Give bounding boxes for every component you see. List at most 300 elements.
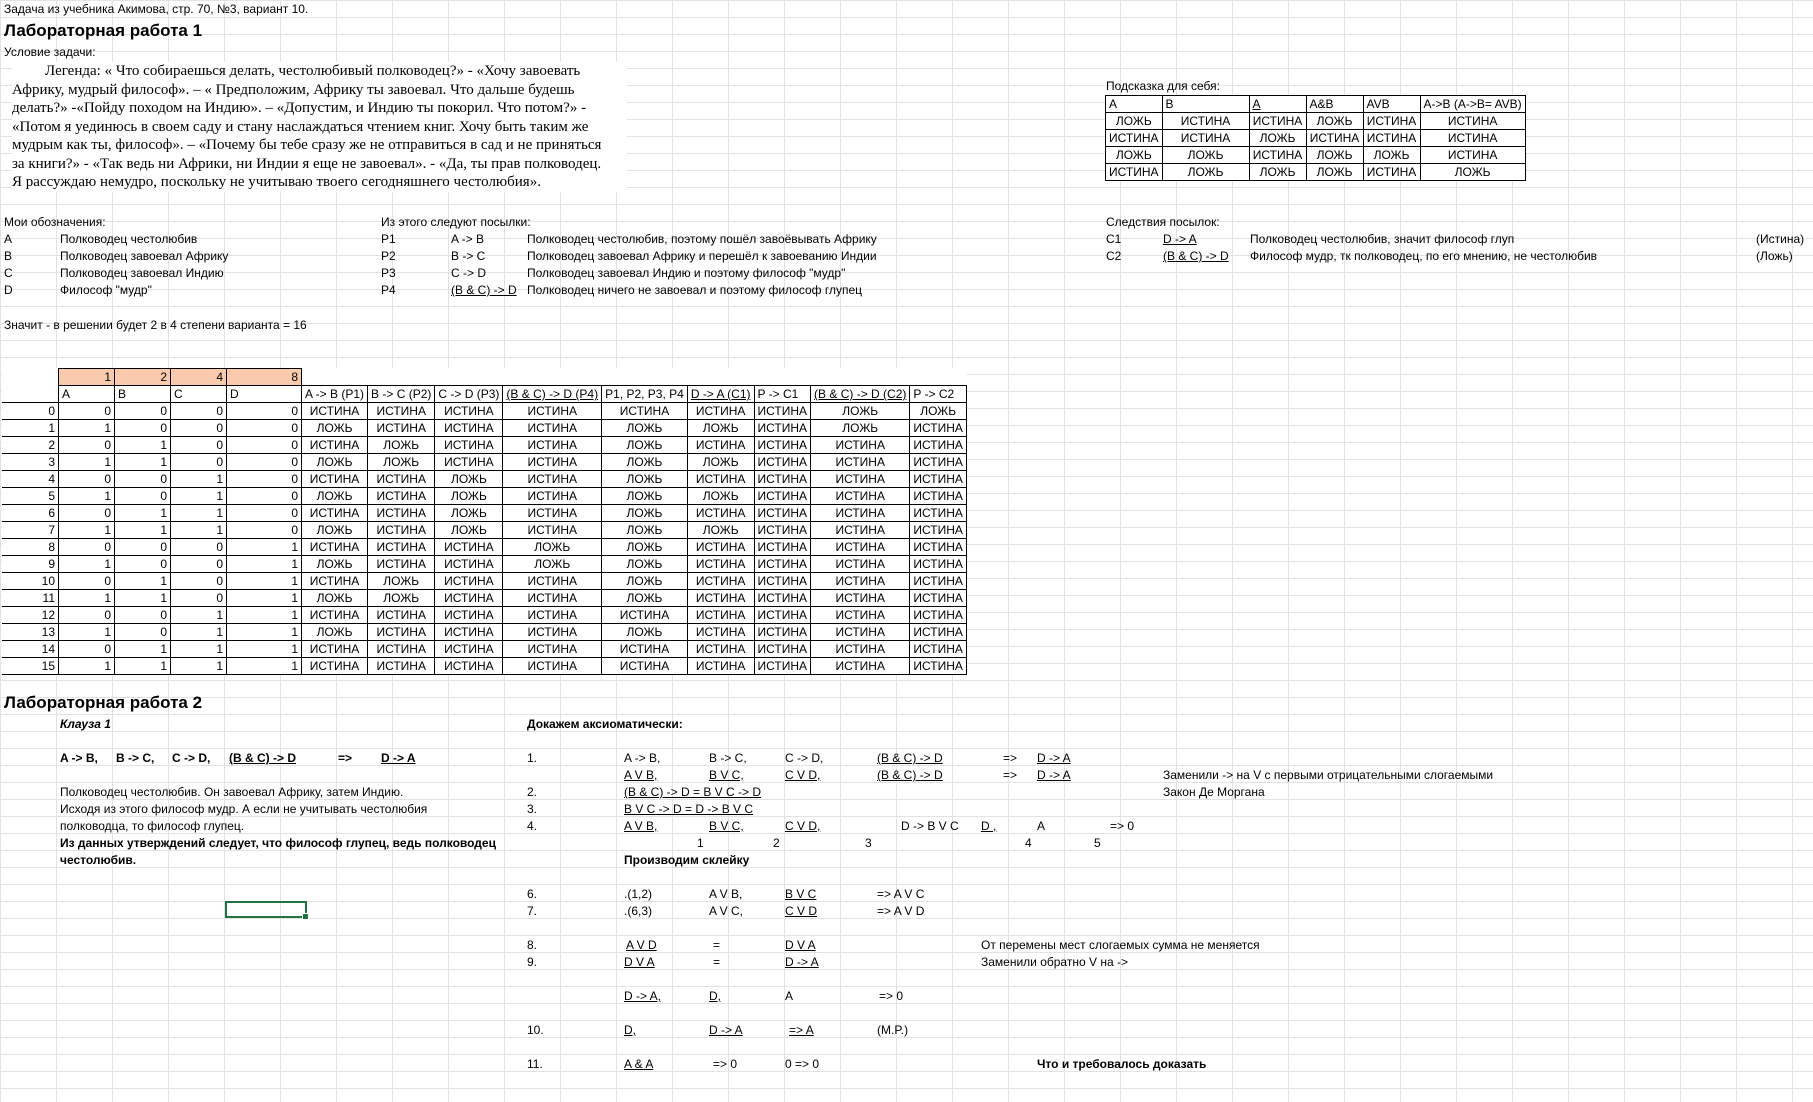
- premise-key: P2: [381, 249, 396, 263]
- truth-cell: 1: [59, 556, 115, 573]
- lab2-conclusion-line: честолюбив.: [60, 853, 137, 867]
- row-index: 1: [2, 420, 59, 437]
- step-term: (B & C) -> D: [877, 768, 943, 782]
- truth-cell: ЛОЖЬ: [302, 556, 368, 573]
- weight-cell: 8: [227, 369, 302, 386]
- truth-cell: ЛОЖЬ: [503, 539, 602, 556]
- step-term: A V B,: [709, 887, 743, 901]
- truth-cell: ИСТИНА: [754, 556, 811, 573]
- truth-row: [2, 641, 966, 658]
- truth-cell: ИСТИНА: [435, 573, 503, 590]
- truth-row: [2, 505, 966, 522]
- weight-cell: 4: [171, 369, 227, 386]
- legend-line: «Потом я уединюсь в своем саду и стану наслаждаться чтением книг. Хочу быть таким же: [12, 118, 589, 135]
- consequence-value: (Ложь): [1756, 249, 1793, 263]
- truth-cell: 1: [227, 539, 302, 556]
- step-term: D,: [709, 989, 721, 1003]
- truth-cell: ИСТИНА: [503, 573, 602, 590]
- truth-cell: ЛОЖЬ: [435, 471, 503, 488]
- truth-cell: ЛОЖЬ: [602, 573, 688, 590]
- truth-cell: ИСТИНА: [754, 658, 811, 675]
- hint-cell: ИСТИНА: [1420, 147, 1525, 164]
- truth-header-cell: C: [171, 386, 227, 403]
- notation-key: A: [4, 232, 13, 246]
- step-term: D V A: [785, 938, 816, 952]
- truth-cell: 0: [59, 539, 115, 556]
- truth-cell: ИСТИНА: [435, 658, 503, 675]
- premise-text: Полководец честолюбив, поэтому пошёл завоёвывать Африку: [527, 232, 877, 246]
- truth-cell: 0: [171, 539, 227, 556]
- truth-header-cell: B: [115, 386, 171, 403]
- step-term: A: [1037, 819, 1046, 833]
- hint-cell: ИСТИНА: [1420, 130, 1525, 147]
- truth-row: [2, 658, 966, 675]
- clause-formula-1: A -> B,: [60, 751, 98, 765]
- truth-cell: ЛОЖЬ: [435, 488, 503, 505]
- truth-cell: ЛОЖЬ: [602, 539, 688, 556]
- row-index: 3: [2, 454, 59, 471]
- truth-cell: ЛОЖЬ: [435, 505, 503, 522]
- step-comment: Закон Де Моргана: [1163, 785, 1265, 799]
- hint-table: [1105, 95, 1526, 181]
- truth-header-cell: D -> A (C1): [687, 386, 754, 403]
- truth-cell: ИСТИНА: [602, 607, 688, 624]
- truth-cell: ИСТИНА: [910, 505, 967, 522]
- variants-note: Значит - в решении будет 2 в 4 степени варианта = 16: [4, 318, 307, 332]
- truth-cell: ИСТИНА: [503, 420, 602, 437]
- truth-cell: 1: [115, 522, 171, 539]
- step-term: D V A: [624, 955, 655, 969]
- truth-header-cell: P -> C2: [910, 386, 967, 403]
- step-number: 10.: [527, 1023, 544, 1037]
- step-arrow: =>: [1003, 768, 1018, 782]
- notation-value: Полководец завоевал Индию: [60, 266, 224, 280]
- truth-cell: ИСТИНА: [910, 556, 967, 573]
- truth-cell: ЛОЖЬ: [910, 403, 967, 420]
- step-term: A & A: [624, 1057, 654, 1071]
- step-result: D -> A: [1037, 768, 1071, 782]
- row-index: 12: [2, 607, 59, 624]
- truth-row: [2, 556, 966, 573]
- row-index: 6: [2, 505, 59, 522]
- consequence-key: C1: [1106, 232, 1122, 246]
- hint-header-cell: A&B: [1306, 96, 1363, 113]
- truth-cell: ИСТИНА: [754, 624, 811, 641]
- truth-cell: ИСТИНА: [811, 556, 910, 573]
- step-term: .(6,3): [624, 904, 653, 918]
- truth-cell: ЛОЖЬ: [368, 590, 435, 607]
- truth-cell: ЛОЖЬ: [302, 488, 368, 505]
- truth-cell: ИСТИНА: [602, 403, 688, 420]
- clause-number: 4: [1025, 836, 1032, 850]
- top-note: Задача из учебника Акимова, стр. 70, №3, вариант 10.: [4, 2, 309, 16]
- weight-cell: 1: [59, 369, 115, 386]
- notation-value: Полководец честолюбив: [60, 232, 198, 246]
- step-term: B V C -> D = D -> B V C: [624, 802, 754, 816]
- premise-key: P3: [381, 266, 396, 280]
- truth-cell: 0: [115, 420, 171, 437]
- truth-cell: ИСТИНА: [754, 590, 811, 607]
- blank-cell: [2, 369, 59, 386]
- legend-line: за книги?» - «Так ведь ни Африки, ни Индии я еще не завоевал». - «Да, ты прав полководец.: [12, 155, 602, 172]
- truth-cell: ИСТИНА: [503, 437, 602, 454]
- clause-formula-result: D -> A: [381, 751, 416, 765]
- step-term: C V D,: [785, 819, 821, 833]
- truth-cell: 1: [227, 556, 302, 573]
- step-number: 11.: [527, 1057, 543, 1071]
- truth-cell: 0: [227, 522, 302, 539]
- truth-cell: 0: [171, 403, 227, 420]
- truth-row: [2, 437, 966, 454]
- truth-cell: 1: [171, 658, 227, 675]
- truth-cell: ИСТИНА: [503, 488, 602, 505]
- truth-cell: 1: [171, 488, 227, 505]
- truth-cell: ИСТИНА: [910, 420, 967, 437]
- legend-text: [12, 62, 627, 192]
- truth-cell: ИСТИНА: [811, 624, 910, 641]
- truth-cell: ИСТИНА: [435, 556, 503, 573]
- step-term: B -> C,: [709, 751, 747, 765]
- truth-cell: ИСТИНА: [368, 488, 435, 505]
- truth-cell: ИСТИНА: [754, 505, 811, 522]
- truth-cell: ИСТИНА: [368, 505, 435, 522]
- truth-cell: ЛОЖЬ: [602, 420, 688, 437]
- step-result: => 0: [713, 1057, 738, 1071]
- truth-cell: ЛОЖЬ: [602, 624, 688, 641]
- truth-row: [2, 420, 966, 437]
- step-term: .(1,2): [624, 887, 653, 901]
- weights-row: [2, 369, 966, 386]
- truth-cell: ИСТИНА: [503, 658, 602, 675]
- truth-cell: ИСТИНА: [811, 471, 910, 488]
- truth-cell: ИСТИНА: [687, 641, 754, 658]
- premise-formula: C -> D: [451, 266, 487, 280]
- clause-number: 5: [1094, 836, 1101, 850]
- truth-cell: 1: [115, 658, 171, 675]
- truth-cell: 0: [115, 539, 171, 556]
- truth-cell: ИСТИНА: [687, 539, 754, 556]
- truth-row: [2, 454, 966, 471]
- clause-formula-3: C -> D,: [172, 751, 211, 765]
- hint-cell: ЛОЖЬ: [1249, 164, 1306, 181]
- truth-cell: ЛОЖЬ: [811, 403, 910, 420]
- truth-cell: 1: [115, 454, 171, 471]
- step-term: C -> D,: [785, 751, 824, 765]
- row-index: 14: [2, 641, 59, 658]
- truth-cell: ИСТИНА: [368, 556, 435, 573]
- row-index: 8: [2, 539, 59, 556]
- truth-cell: 1: [115, 437, 171, 454]
- truth-cell: ЛОЖЬ: [368, 573, 435, 590]
- truth-header-row: [2, 386, 966, 403]
- truth-cell: 0: [115, 607, 171, 624]
- truth-cell: 0: [227, 488, 302, 505]
- truth-cell: 0: [171, 420, 227, 437]
- consequence-formula: D -> A: [1163, 232, 1197, 246]
- truth-cell: ИСТИНА: [302, 607, 368, 624]
- truth-cell: ИСТИНА: [811, 641, 910, 658]
- step-term: A: [785, 989, 794, 1003]
- truth-cell: 1: [59, 454, 115, 471]
- truth-cell: ЛОЖЬ: [602, 454, 688, 471]
- hint-cell: ЛОЖЬ: [1306, 113, 1363, 130]
- premise-formula: B -> C: [451, 249, 486, 263]
- truth-cell: ИСТИНА: [811, 437, 910, 454]
- truth-cell: 0: [59, 505, 115, 522]
- step-number: 1.: [527, 751, 538, 765]
- consequence-value: (Истина): [1756, 232, 1805, 246]
- lab2-text-line: Исходя из этого философ мудр. А если не учитывать честолюбия: [60, 802, 428, 816]
- truth-row: [2, 488, 966, 505]
- truth-row: [2, 522, 966, 539]
- clause-formula-2: B -> C,: [116, 751, 155, 765]
- truth-cell: ИСТИНА: [910, 454, 967, 471]
- truth-row: [2, 573, 966, 590]
- truth-cell: ИСТИНА: [687, 658, 754, 675]
- truth-cell: 1: [227, 624, 302, 641]
- legend-line: Я рассуждаю немудро, поскольку не учитываю твоего сегодняшнего честолюбия».: [12, 174, 541, 190]
- premise-formula: A -> B: [451, 232, 485, 246]
- truth-cell: ИСТИНА: [435, 607, 503, 624]
- truth-cell: ИСТИНА: [910, 522, 967, 539]
- step-term: D -> B V C: [901, 819, 959, 833]
- truth-cell: ИСТИНА: [435, 624, 503, 641]
- truth-cell: ИСТИНА: [435, 539, 503, 556]
- step-term: A V B,: [624, 768, 658, 782]
- clause-formula-4: (B & C) -> D: [229, 751, 296, 765]
- truth-cell: ИСТИНА: [910, 539, 967, 556]
- lab2-text-line: полководца, то философ глупец.: [60, 819, 245, 833]
- truth-cell: ИСТИНА: [368, 420, 435, 437]
- hint-cell: ИСТИНА: [1162, 130, 1249, 147]
- step-term: A V D: [626, 938, 657, 952]
- qed-label: Что и требовалось доказать: [1037, 1057, 1207, 1071]
- truth-cell: ИСТИНА: [687, 590, 754, 607]
- step-result: => 0: [1110, 819, 1135, 833]
- step-number: 7.: [527, 904, 538, 918]
- step-term: A V B,: [624, 819, 658, 833]
- row-index: 13: [2, 624, 59, 641]
- truth-cell: 1: [59, 590, 115, 607]
- truth-header-cell: A: [59, 386, 115, 403]
- row-index: 11: [2, 590, 59, 607]
- truth-cell: 1: [59, 624, 115, 641]
- truth-cell: ИСТИНА: [910, 624, 967, 641]
- hint-row: [1106, 113, 1526, 130]
- truth-header-cell: B -> C (P2): [368, 386, 435, 403]
- premise-key: P1: [381, 232, 396, 246]
- consequence-text: Философ мудр, тк полководец, по его мнению, не честолюбив: [1250, 249, 1598, 263]
- step-comment: Заменили обратно V на ->: [981, 955, 1128, 969]
- truth-cell: ИСТИНА: [368, 403, 435, 420]
- truth-row: [2, 624, 966, 641]
- hint-cell: ИСТИНА: [1249, 147, 1306, 164]
- truth-cell: ИСТИНА: [910, 471, 967, 488]
- truth-cell: ИСТИНА: [687, 607, 754, 624]
- notation-key: C: [4, 266, 13, 280]
- truth-cell: ЛОЖЬ: [503, 556, 602, 573]
- truth-cell: ЛОЖЬ: [687, 454, 754, 471]
- truth-cell: 0: [227, 420, 302, 437]
- step-number: 9.: [527, 955, 538, 969]
- notation-label: Мои обозначения:: [4, 215, 106, 229]
- truth-cell: ЛОЖЬ: [368, 454, 435, 471]
- truth-cell: ИСТИНА: [754, 437, 811, 454]
- truth-cell: ИСТИНА: [368, 471, 435, 488]
- truth-cell: ИСТИНА: [910, 658, 967, 675]
- truth-cell: 1: [59, 522, 115, 539]
- truth-cell: ИСТИНА: [754, 539, 811, 556]
- hint-cell: ИСТИНА: [1363, 113, 1420, 130]
- truth-cell: ИСТИНА: [503, 403, 602, 420]
- truth-cell: 1: [227, 590, 302, 607]
- row-index: 15: [2, 658, 59, 675]
- step-term: D -> A: [709, 1023, 743, 1037]
- truth-cell: 1: [59, 488, 115, 505]
- truth-row: [2, 403, 966, 420]
- truth-cell: ИСТИНА: [302, 573, 368, 590]
- hint-cell: ЛОЖЬ: [1306, 164, 1363, 181]
- truth-cell: 1: [59, 420, 115, 437]
- truth-cell: ИСТИНА: [503, 505, 602, 522]
- truth-cell: ИСТИНА: [503, 641, 602, 658]
- truth-cell: ИСТИНА: [435, 590, 503, 607]
- step-term: B V C,: [709, 768, 744, 782]
- premise-text: Полководец ничего не завоевал и поэтому философ глупец: [527, 283, 863, 297]
- truth-cell: 0: [227, 454, 302, 471]
- lab2-title: Лабораторная работа 2: [4, 693, 203, 712]
- hint-cell: ИСТИНА: [1363, 130, 1420, 147]
- hint-label: Подсказка для себя:: [1106, 79, 1220, 93]
- step-term: D -> A,: [624, 989, 662, 1003]
- truth-cell: ИСТИНА: [687, 624, 754, 641]
- hint-cell: ЛОЖЬ: [1162, 164, 1249, 181]
- hint-cell: ЛОЖЬ: [1162, 147, 1249, 164]
- row-index: 10: [2, 573, 59, 590]
- truth-cell: 1: [59, 658, 115, 675]
- blank-cell: [2, 386, 59, 403]
- truth-cell: ИСТИНА: [687, 505, 754, 522]
- truth-cell: 1: [227, 573, 302, 590]
- condition-label: Условие задачи:: [4, 45, 96, 59]
- hint-cell: ЛОЖЬ: [1106, 113, 1163, 130]
- hint-cell: ЛОЖЬ: [1306, 147, 1363, 164]
- truth-cell: ИСТИНА: [302, 437, 368, 454]
- hint-cell: ИСТИНА: [1306, 130, 1363, 147]
- truth-cell: ИСТИНА: [302, 403, 368, 420]
- premise-text: Полководец завоевал Индию и поэтому философ "мудр": [527, 266, 846, 280]
- truth-cell: 0: [59, 437, 115, 454]
- truth-cell: ИСТИНА: [302, 539, 368, 556]
- truth-cell: 0: [171, 556, 227, 573]
- hint-cell: ИСТИНА: [1249, 113, 1306, 130]
- truth-cell: ИСТИНА: [910, 641, 967, 658]
- hint-cell: ИСТИНА: [1420, 113, 1525, 130]
- hint-header-cell: A: [1106, 96, 1163, 113]
- truth-cell: ИСТИНА: [435, 420, 503, 437]
- step-term: B V C,: [709, 819, 744, 833]
- step-number: 8.: [527, 938, 538, 952]
- truth-cell: ИСТИНА: [687, 471, 754, 488]
- consequence-formula: (B & C) -> D: [1163, 249, 1229, 263]
- truth-cell: 0: [227, 471, 302, 488]
- premise-text: Полководец завоевал Африку и перешёл к завоеванию Индии: [527, 249, 877, 263]
- truth-cell: ИСТИНА: [754, 403, 811, 420]
- truth-cell: 0: [171, 437, 227, 454]
- truth-cell: ЛОЖЬ: [602, 505, 688, 522]
- step-result: => A: [789, 1023, 814, 1037]
- truth-cell: 1: [171, 505, 227, 522]
- truth-cell: ЛОЖЬ: [602, 488, 688, 505]
- step-term: D,: [624, 1023, 636, 1037]
- step-rule: (M.P.): [877, 1023, 909, 1037]
- truth-cell: ИСТИНА: [811, 607, 910, 624]
- step-term: A V C,: [709, 904, 744, 918]
- truth-cell: ЛОЖЬ: [368, 437, 435, 454]
- truth-cell: ЛОЖЬ: [602, 590, 688, 607]
- truth-cell: ИСТИНА: [910, 437, 967, 454]
- hint-cell: ЛОЖЬ: [1249, 130, 1306, 147]
- legend-line: делать?» -«Пойду походом на Индию». – «Допустим, и Индию ты покорил. Что потом?» -: [12, 100, 587, 116]
- step-equals: =: [713, 938, 721, 952]
- hint-cell: ЛОЖЬ: [1106, 147, 1163, 164]
- truth-cell: ИСТИНА: [811, 488, 910, 505]
- truth-cell: ИСТИНА: [602, 641, 688, 658]
- truth-header-cell: (B & C) -> D (P4): [503, 386, 602, 403]
- truth-cell: ЛОЖЬ: [302, 420, 368, 437]
- step-result: => A V C: [877, 887, 925, 901]
- step-result: D -> A: [1037, 751, 1071, 765]
- truth-row: [2, 471, 966, 488]
- step-number: 6.: [527, 887, 538, 901]
- truth-cell: ИСТИНА: [687, 556, 754, 573]
- truth-cell: ИСТИНА: [811, 658, 910, 675]
- row-index: 9: [2, 556, 59, 573]
- truth-cell: ИСТИНА: [503, 454, 602, 471]
- weight-cell: 2: [115, 369, 171, 386]
- truth-cell: ИСТИНА: [687, 437, 754, 454]
- truth-cell: 1: [171, 471, 227, 488]
- truth-cell: ИСТИНА: [754, 471, 811, 488]
- truth-cell: ЛОЖЬ: [302, 522, 368, 539]
- lab1-title: Лабораторная работа 1: [4, 21, 203, 40]
- clause-number: 2: [773, 836, 780, 850]
- truth-cell: ЛОЖЬ: [687, 420, 754, 437]
- hint-header-cell: A: [1249, 96, 1306, 113]
- truth-cell: 0: [115, 556, 171, 573]
- truth-cell: 0: [59, 641, 115, 658]
- clause-number: 3: [865, 836, 872, 850]
- truth-cell: 0: [227, 437, 302, 454]
- truth-cell: 0: [227, 403, 302, 420]
- truth-cell: ИСТИНА: [302, 471, 368, 488]
- truth-cell: ИСТИНА: [687, 403, 754, 420]
- truth-cell: ИСТИНА: [754, 573, 811, 590]
- notation-value: Философ "мудр": [60, 283, 152, 297]
- selected-cell[interactable]: [225, 901, 307, 918]
- truth-cell: ЛОЖЬ: [687, 522, 754, 539]
- step-term: D ,: [981, 819, 997, 833]
- step-result: 0 => 0: [785, 1057, 820, 1071]
- step-term: C V D,: [785, 768, 821, 782]
- truth-cell: ЛОЖЬ: [687, 488, 754, 505]
- truth-cell: ИСТИНА: [910, 488, 967, 505]
- truth-cell: ИСТИНА: [602, 658, 688, 675]
- truth-cell: ИСТИНА: [503, 624, 602, 641]
- truth-cell: ИСТИНА: [811, 505, 910, 522]
- hint-row: [1106, 164, 1526, 181]
- truth-cell: ИСТИНА: [435, 454, 503, 471]
